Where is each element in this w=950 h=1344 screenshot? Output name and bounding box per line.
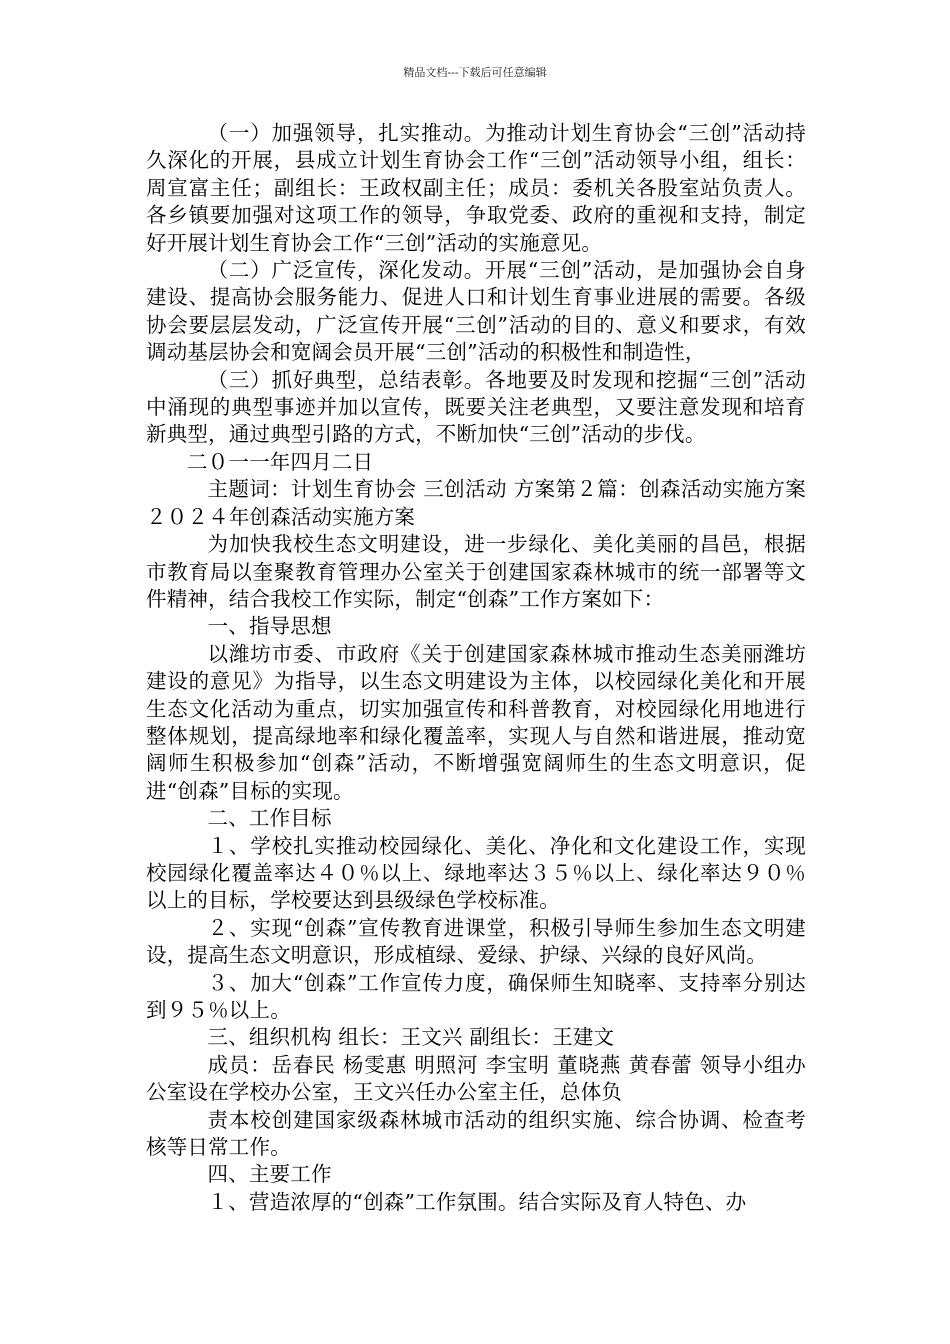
paragraph-intro: 为加快我校生态文明建设，进一步绿化、美化美丽的昌邑，根据市教育局以奎聚教育管理办公室关于创建国家森林城市的统一部署等文件精神，结合我校工作实际，制定“创森”工作方案如下：	[146, 532, 806, 611]
paragraph-responsibility: 责本校创建国家级森林城市活动的组织实施、综合协调、检查考核等日常工作。	[146, 1107, 806, 1160]
paragraph-date: 二０一一年四月二日	[187, 449, 374, 474]
paragraph-goal-1: １、学校扎实推动校园绿化、美化、净化和文化建设工作，实现校园绿化覆盖率达４０％以上、绿地率达３５％以上、绿化率达９０％以上的目标，学校要达到县级绿色学校标准。	[146, 833, 806, 913]
paragraph-goal-2: ２、实现“创森”宣传教育进课堂，积极引导师生参加生态文明建设，提高生态文明意识，形成植绿、爱绿、护绿、兴绿的良好风尚。	[146, 915, 806, 968]
paragraph-typical-cases: （三）抓好典型，总结表彰。各地要及时发现和挖掘“三创”活动中涌现的典型事迹并加以宣传，既要关注老典型，又要注意发现和培育新典型，通过典型引路的方式，不断加快“三创”活动的步伐。	[146, 367, 806, 447]
section-heading-guiding-ideology: 一、指导思想	[207, 614, 332, 639]
section-heading-organization: 三、组织机构 组长：王文兴 副组长：王建文	[207, 1025, 615, 1050]
page-header: 精品文档---下载后可任意编辑	[403, 66, 547, 79]
paragraph-publicity: （二）广泛宣传，深化发动。开展“三创”活动，是加强协会自身建设、提高协会服务能力、促进人口和计划生育事业进展的需要。各级协会要层层发动，广泛宣传开展“三创”活动的目的、意义和要求，有效调动基层协会和宽阔会员开展“三创”活动的积极性和制造性，	[146, 258, 806, 365]
paragraph-goal-3: ３、加大“创森”工作宣传力度，确保师生知晓率、支持率分别达到９５％以上。	[146, 970, 806, 1022]
paragraph-members: 成员：岳春民 杨雯惠 明照河 李宝明 董晓燕 黄春蕾 领导小组办公室设在学校办公室，王文兴任办公室主任，总体负	[146, 1052, 806, 1105]
document-body	[146, 120, 806, 1216]
section-heading-main-work: 四、主要工作	[207, 1162, 332, 1187]
paragraph-guiding-ideology: 以潍坊市委、市政府《关于创建国家森林城市推动生态美丽潍坊建设的意见》为指导，以生态文明建设为主体，以校园绿化美化和开展生态文化活动为重点，切实加强宣传和科普教育，对校园绿化用地进行整体规划，提高绿地率和绿化覆盖率，实现人与自然和谐进展，推动宽阔师生积极参加“创森”活动，不断增强宽阔师生的生态文明意识，促进“创森”目标的实现。	[146, 641, 806, 803]
paragraph-main-work-1: １、营造浓厚的“创森”工作氛围。结合实际及育人特色、办	[207, 1189, 747, 1214]
paragraph-subject-words: 主题词：计划生育协会 三创活动 方案第２篇：创森活动实施方案２０２４年创森活动实施方案	[146, 477, 806, 529]
section-heading-work-goals: 二、工作目标	[207, 806, 332, 831]
paragraph-strengthen-leadership: （一）加强领导，扎实推动。为推动计划生育协会“三创”活动持久深化的开展，县成立计划生育协会工作“三创”活动领导小组，组长：周宣富主任；副组长：王政权副主任；成员：委机关各股室站负责人。各乡镇要加强对这项工作的领导，争取党委、政府的重视和支持，制定好开展计划生育协会工作“三创”活动的实施意见。	[146, 121, 806, 255]
